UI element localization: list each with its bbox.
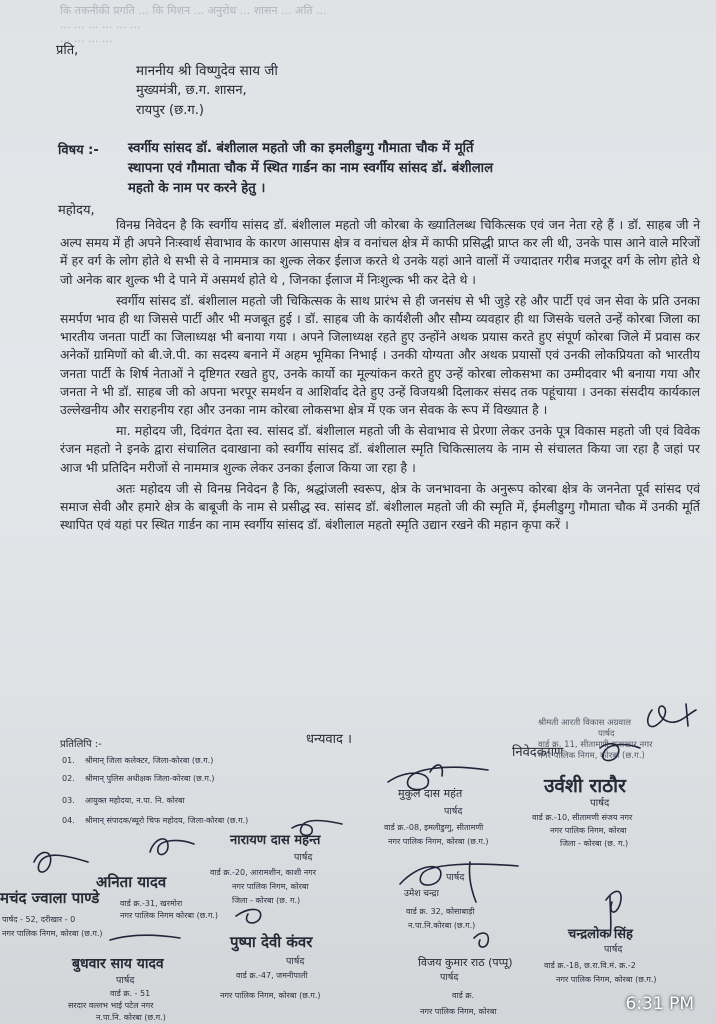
to-label: प्रति, bbox=[56, 43, 79, 58]
subject-line1: स्वर्गीय सांसद डॉ. बंशीलाल महतो जी का इमलीडुग्गु गौमाता चौक में मूर्ति bbox=[128, 141, 474, 156]
to-line2: मुख्यमंत्री, छ.ग. शासन, bbox=[136, 83, 247, 98]
thanks-text: धन्यवाद । bbox=[306, 732, 352, 747]
signatory-name: विजय कुमार राठ (पप्पू) bbox=[418, 956, 513, 969]
signatory-name: उर्वशी राठौर bbox=[544, 775, 626, 797]
copy-label: प्रतिलिपि :- bbox=[60, 739, 102, 750]
to-line3: रायपुर (छ.ग.) bbox=[136, 103, 204, 118]
salutation: महोदय, bbox=[58, 203, 95, 218]
applicants-label: निवेदकगण bbox=[512, 745, 564, 760]
status-time: 6:31 PM bbox=[625, 994, 694, 1014]
bleed-through-text: कि तकनीकी प्रगति ... कि मिशन ... अनुरोध ... शासन ... अति ... ... ... ... ... ... ... ... ... ... ... bbox=[60, 4, 327, 45]
copy-item: 01. श्रीमान् जिला कलेक्टर, जिला-कोरबा (छ.ग.) bbox=[62, 756, 214, 765]
paragraph-4: अतः महोदय जी से विनम्र निवेदन है कि, श्रद्धांजली स्वरूप, क्षेत्र के जनभावना के अनुरूप कोरबा क्षेत्र के जननेता पूर्व सांसद एवं समाज सेवी और हमारे क्षेत्र के बाबूजी के नाम से प्रसीद्ध स्व. सांसद डॉ. बंशीलाल महतो जी की स्मृति में, ईमलीडुग्गु गौमाता चौक में उनकी मूर्ति स्थापित एवं यहां पर स्थित गार्डन का नाम स्वर्गीय सांसद डॉ. बंशीलाल महतो स्मृति उद्यान रखने की महान कृपा करें । bbox=[60, 480, 700, 533]
to-line1: माननीय श्री विष्णुदेव साय जी bbox=[136, 63, 278, 79]
copy-item: 03. आयुक्त महोदया, न.पा. नि. कोरबा bbox=[62, 796, 185, 805]
subject-line3: महतो के नाम पर करने हेतु । bbox=[128, 181, 266, 196]
signatory-name: उमेश चन्द्रा bbox=[404, 889, 439, 899]
subject-line2: स्थापना एवं गौमाता चौक में स्थित गार्डन का नाम स्वर्गीय सांसद डॉ. बंशीलाल bbox=[128, 161, 494, 176]
handwritten-signatures bbox=[0, 700, 716, 1024]
signatory-name: अनिता यादव bbox=[96, 873, 167, 891]
signatory-name: नारायण दास महन्त bbox=[230, 833, 321, 848]
signatory-name: मचंद ज्वाला पाण्डे bbox=[0, 889, 100, 907]
paragraph-3: मा. महोदय जी, दिवंगत देता स्व. सांसद डॉ. बंशीलाल महतो जी के सेवाभाव से प्रेरणा लेकर उनके पूत्र विकास महतो जी एवं विवेक रंजन महतो ने इनके द्वारा संचालित दवाखाना को स्वर्गीय सांसद डॉ. बंशीलाल स्मृति चिकित्सालय के नाम से संचालत किया जा रहा है जहां पर आज भी प्रतिदिन मरीजों से नाममात्र शुल्क लेकर उनका ईलाज किया जा रहा है । bbox=[60, 423, 700, 475]
signatory-name: मुकुल दास महंत bbox=[398, 787, 463, 800]
signatory-name: बुधवार साय यादव bbox=[72, 956, 164, 972]
paragraph-2: स्वर्गीय सांसद डॉ. बंशीलाल महतो जी चिकित्सक के साथ प्रारंभ से ही जनसंघ से भी जुड़े रहे और पार्टी एवं जन सेवा के प्रति उनका समर्पण भाव ही था जिससे पार्टी और भी मजबूत हुई । डॉ. साहब जी के कार्यशैली और सौम्य व्यवहार ही था जिसके चलते उन्हें कोरबा जिला का भारतीय जनता पार्टी का जिलाध्यक्ष भी बनाया गया । अपने जिलाध्यक्ष रहते हुए उन्होंने अथक प्रयास करते हुए संपूर्ण कोरबा जिले में प्रवास कर अनेकों ग्रामिणों को बी.जे.पी. का सदस्य बनाने में अहम भूमिका निभाई । उनकी योग्यता और अथक प्रयासों एवं उनकी लोकप्रियता को भारतीय जनता पार्टी के शिर्ष नेताओं ने दृष्टिगत रखते हुए, उनके कार्यो का मूल्यांकन करते हुए उन्हें कोरबा लोकसभा का उम्मीदवार भी बनाया गया और जनता ने भी डॉ. साहब जी को अपना भरपूर समर्थन व आशिर्वाद देते हुए उन्हें विजयश्री दिलाकर संसद तक पहूंचाया । उनका संसदीय कार्यकाल उल्लेखनीय और सराहनीय रहा और उनका नाम कोरबा लोकसभा क्षेत्र में एक जन सेवक के रूप में विख्यात है । bbox=[60, 292, 700, 418]
subject-label: विषय :- bbox=[58, 143, 99, 158]
signatory-name: चन्द्रलोक सिंह bbox=[568, 927, 633, 942]
copy-item: 04. श्रीमान् संपादक/ब्यूरो चिफ महोदय, जिला-कोरबा (छ.ग.) bbox=[62, 816, 249, 825]
signatory-name: पुष्पा देवी कंवर bbox=[230, 933, 313, 951]
letter-body bbox=[60, 216, 700, 537]
paragraph-1: विनम्र निवेदन है कि स्वर्गीय सांसद डॉ. बंशीलाल महतो जी कोरबा के ख्यातिलब्ध चिकित्सक एवं जन नेता रहे हैं । डॉ. साहब जी ने अल्प समय में ही अपने निःस्वार्थ सेवाभाव के कारण आसपास क्षेत्र व वनांचल क्षेत्र में काफी प्रसिद्धी प्राप्त कर ली थी, उनके पास आने वाले मरिजों में हर वर्ग के लोग होते थे सभी से वे नाममात्र का शुल्क लेकर ईलाज करते थे उनके यहां आने वालों में ज्यादातर गरीब मजदूर वर्ग के लोग होते थे जो अनेक बार शुल्क भी दे पाने में असमर्थ होते थे , जिनका ईलाज में निःशुल्क भी कर देते थे । bbox=[60, 217, 700, 287]
copy-item: 02. श्रीमान् पुलिस अधीक्षक जिला-कोरबा (छ.ग.) bbox=[62, 774, 215, 783]
letter-page: कि तकनीकी प्रगति ... कि मिशन ... अनुरोध ... शासन ... अति ... ... ... ... ... ... ... ... ... ... ... प्रति, माननीय श्री विष्णुदेव साय जी मुख्यमंत्री, छ.ग. शासन, रायपुर (छ.ग.) विषय :- स्वर्गीय सांसद डॉ. बंशीलाल महतो जी का इमलीडुग्गु गौमाता चौक में मूर्ति स्थापना एवं गौमाता चौक में स्थित गार्डन का नाम स्वर्गीय सांसद डॉ. बंशीलाल महतो के नाम पर करने हेतु । महोदय, विनम्र निवेदन है कि स्वर्गीय सांसद डॉ. बंशीलाल महतो जी कोरबा के ख्यातिलब्ध चिकित्सक एवं जन नेता रहे हैं । डॉ. साहब जी ने अल्प समय में ही अपने निःस्वार्थ सेवाभाव के कारण आसपास क्षेत्र व वनांचल क्षेत्र में काफी प्रसिद्धी प्राप्त कर ली थी, उनके पास आने वाले मरिजों में हर वर्ग के लोग होते थे सभी से वे नाममात्र का शुल्क लेकर ईलाज करते थे उनके यहां आने वालों में ज्यादातर गरीब मजदूर वर्ग के लोग होते थे जो अनेक बार शुल्क भी दे पाने में असमर्थ होते थे , जिनका ईलाज में निःशुल्क भी कर देते थे । स्वर्गीय सांसद डॉ. बंशीलाल महतो जी चिकित्सक के साथ प्रारंभ से ही जनसंघ से भी जुड़े रहे और पार्टी एवं जन सेवा के प्रति उनका समर्पण भाव ही था जिससे पार्टी और भी मजबूत हुई । डॉ. साहब जी के कार्यशैली और सौम्य व्यवहार ही था जिसके चलते उन्हें कोरबा जिला का भारतीय जनता पार्टी का जिलाध्यक्ष भी बनाया गया । अपने जिलाध्यक्ष रहते हुए उन्होंने अथक प्रयास करते हुए संपूर्ण कोरबा जिले में प्रवास कर अनेकों ग्रामिणों को बी.जे.पी. का सदस्य बनाने में अहम भूमिका निभाई । उनकी योग्यता और अथक प्रयासों एवं उनकी लोकप्रियता को भारतीय जनता पार्टी के शिर्ष नेताओं ने दृष्टिगत रखते हुए, उनके कार्यो का मूल्यांकन करते हुए उन्हें कोरबा लोकसभा का उम्मीदवार भी बनाया गया और जनता ने भी डॉ. साहब जी को अपना भरपूर समर्थन व आशिर्वाद देते हुए उन्हें विजयश्री दिलाकर संसद तक पहूंचाया । उनका संसदीय कार्यकाल उल्लेखनीय और सराहनीय रहा और उनका नाम कोरबा लोकसभा क्षेत्र में एक जन सेवक के रूप में विख्यात है । मा. महोदय जी, दिवंगत देता स्व. सांसद डॉ. बंशीलाल महतो जी के सेवाभाव से प्रेरणा लेकर उनके पूत्र विकास महतो जी एवं विवेक रंजन महतो ने इनके द्वारा संचालित दवाखाना को स्वर्गीय सांसद डॉ. बंशीलाल स्मृति चिकित्सालय के नाम से संचालत किया जा रहा है जहां पर आज भी प्रतिदिन मरीजों से नाममात्र शुल्क लेकर उनका ईलाज किया जा रहा है । अतः महोदय जी से विनम्र निवेदन है कि, श्रद्धांजली स्वरूप, क्षेत्र के जनभावना के अनुरूप कोरबा क्षेत्र के जननेता पूर्व सांसद एवं समाज सेवी और हमारे क्षेत्र के बाबूजी के नाम से प्रसीद्ध स्व. सांसद डॉ. बंशीलाल महतो जी की स्मृति में, ईमलीडुग्गु गौमाता चौक में उनकी मूर्ति स्थापित एवं यहां पर स्थित गार्डन का नाम स्वर्गीय सांसद डॉ. बंशीलाल महतो स्मृति उद्यान रखने की महान कृपा करें । धन्यवाद । निवेदकगण प्रतिलिपि :- 01. श्रीमान् जिला कलेक्टर, जिला-कोरबा (छ.ग.) 02. श्रीमान् पुलिस अधीक्षक जिला-कोरबा (छ.ग.) 03. आयुक्त महोदया, न.पा. नि. कोरबा 04. श्रीमान् संपादक/ब्यूरो चिफ महोदय, जिला-कोरबा (छ.ग.) श्रीमती आरती विकास अग्रवाल पार्षद वार्ड क्र. 11, सीतामणी राताखार नगर नगर पालिक निगम, कोरबा (छ.ग.) उर्वशी राठौर पार्षद वार्ड क्र.-10, सीतामणी संजय नगर नगर पालिक निगम, कोरबा जिला - कोरबा (छ. ग.) मुकुल दास महंत पार्षद वार्ड क्र.-08, इमलीडुग्गु, सीतामणी नगर पालिक निगम, कोरबा (छ.ग.) नारायण दास महन्त पार्षद वार्ड क्र.-20, आरामशीन, काशी नगर नगर पालिक निगम, कोरबा जिला - कोरबा (छ. ग.) अनिता यादव वार्ड क्र.-31, खरमोरा नगर पालिक निगम कोरबा (छ.ग.) मचंद ज्वाला पाण्डे पार्षद - 52, दरीखार - 0 नगर पालिक निगम, कोरबा (छ.ग.) उमेश चन्द्रा पार्षद वार्ड क्र. 32, कोसाबाड़ी न.पा.नि.कोरबा (छ.ग.) पुष्पा देवी कंवर पार्षद वार्ड क्र.-47, जमनीपाली नगर पालिक निगम, कोरबा (छ.ग.) बुधवार साय यादव पार्षद वार्ड क्र. - 51 सरदार वल्लभ भाई पटेल नगर न.पा.नि. कोरबा (छ.ग.) विजय कुमार राठ (पप्पू) पार्षद वार्ड क्र. नगर पालिक निगम, कोरबा चन्द्रलोक सिंह पार्षद वार्ड क्र.-18, छ.रा.वि.मं. क्र.-2 नगर पालिक निगम, कोरबा (छ.ग.) bbox=[0, 0, 716, 1024]
stamp-aggarwal: श्रीमती आरती विकास अग्रवाल पार्षद वार्ड क्र. 11, सीतामणी राताखार नगर नगर पालिक निगम, कोरबा (छ.ग.) bbox=[538, 718, 653, 761]
